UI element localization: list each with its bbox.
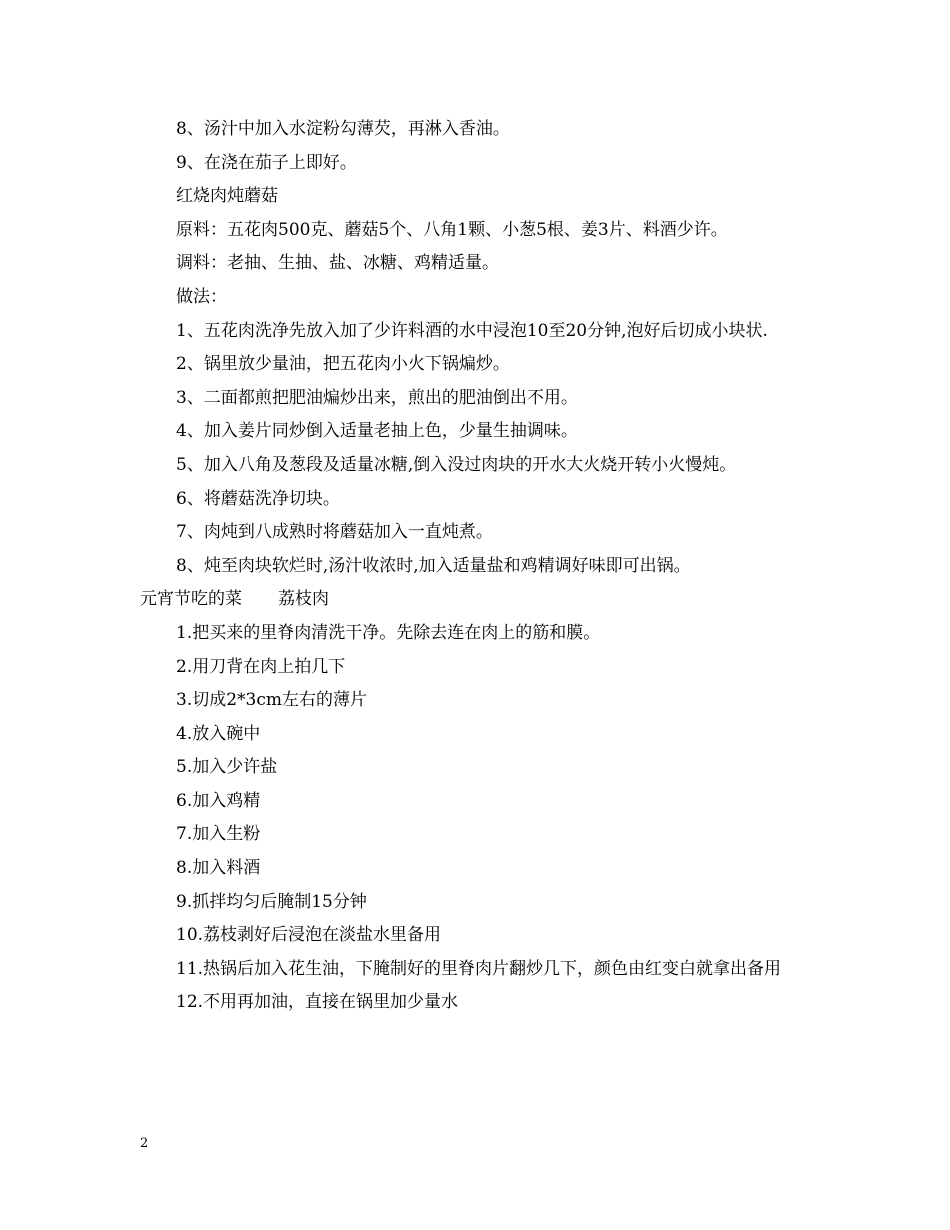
- step-item: 4.放入碗中: [176, 723, 261, 744]
- paragraph: 7、肉炖到八成熟时将蘑菇加入一直炖煮。: [176, 522, 493, 543]
- paragraph: 2、锅里放少量油，把五花肉小火下锅煸炒。: [176, 354, 510, 375]
- step-item: 5.加入少许盐: [176, 757, 278, 778]
- step-item: 6.加入鸡精: [176, 790, 261, 811]
- section-heading-right: 荔枝肉: [278, 589, 329, 610]
- paragraph: 3、二面都煎把肥油煸炒出来，煎出的肥油倒出不用。: [176, 387, 578, 408]
- paragraph: 6、将蘑菇洗净切块。: [176, 488, 340, 509]
- paragraph: 8、汤汁中加入水淀粉勾薄芡，再淋入香油。: [176, 119, 510, 139]
- section-heading: [140, 583, 820, 617]
- ingredients-paragraph: 原料：五花肉500克、蘑菇5个、八角1颗、小葱5根、姜3片、料酒少许。: [176, 219, 728, 240]
- step-item: 7.加入生粉: [176, 824, 261, 845]
- paragraph: 4、加入姜片同炒倒入适量老抽上色，少量生抽调味。: [176, 421, 578, 442]
- step-item: 3.切成2*3cm左右的薄片: [176, 690, 367, 711]
- step-item: 8.加入料酒: [176, 858, 261, 879]
- seasoning-paragraph: 调料：老抽、生抽、盐、冰糖、鸡精适量。: [176, 253, 499, 274]
- step-item: 1.把买来的里脊肉清洗干净。先除去连在肉上的筋和膜。: [176, 622, 601, 643]
- page-number: 2: [140, 1136, 149, 1151]
- method-label: 做法：: [176, 286, 227, 307]
- step-item: 11.热锅后加入花生油，下腌制好的里脊肉片翻炒几下，颜色由红变白就拿出备用: [176, 958, 782, 979]
- step-item: 12.不用再加油，直接在锅里加少量水: [176, 992, 459, 1013]
- step-item: 10.荔枝剥好后浸泡在淡盐水里备用: [176, 925, 442, 946]
- step-item: 9.抓拌均匀后腌制15分钟: [176, 891, 367, 912]
- step-item: 2.用刀背在肉上拍几下: [176, 656, 346, 677]
- paragraph: 1、五花肉洗净先放入加了少许料酒的水中浸泡10至20分钟,泡好后切成小块状.: [176, 320, 768, 341]
- section-heading-left: 元宵节吃的菜: [140, 589, 242, 610]
- paragraph: 8、炖至肉块软烂时,汤汁收浓时,加入适量盐和鸡精调好味即可出锅。: [176, 555, 691, 576]
- document-body: [140, 113, 820, 1020]
- recipe-title: 红烧肉炖蘑菇: [176, 186, 278, 207]
- paragraph: 5、加入八角及葱段及适量冰糖,倒入没过肉块的开水大火烧开转小火慢炖。: [176, 454, 737, 475]
- paragraph: 9、在浇在茄子上即好。: [176, 152, 357, 173]
